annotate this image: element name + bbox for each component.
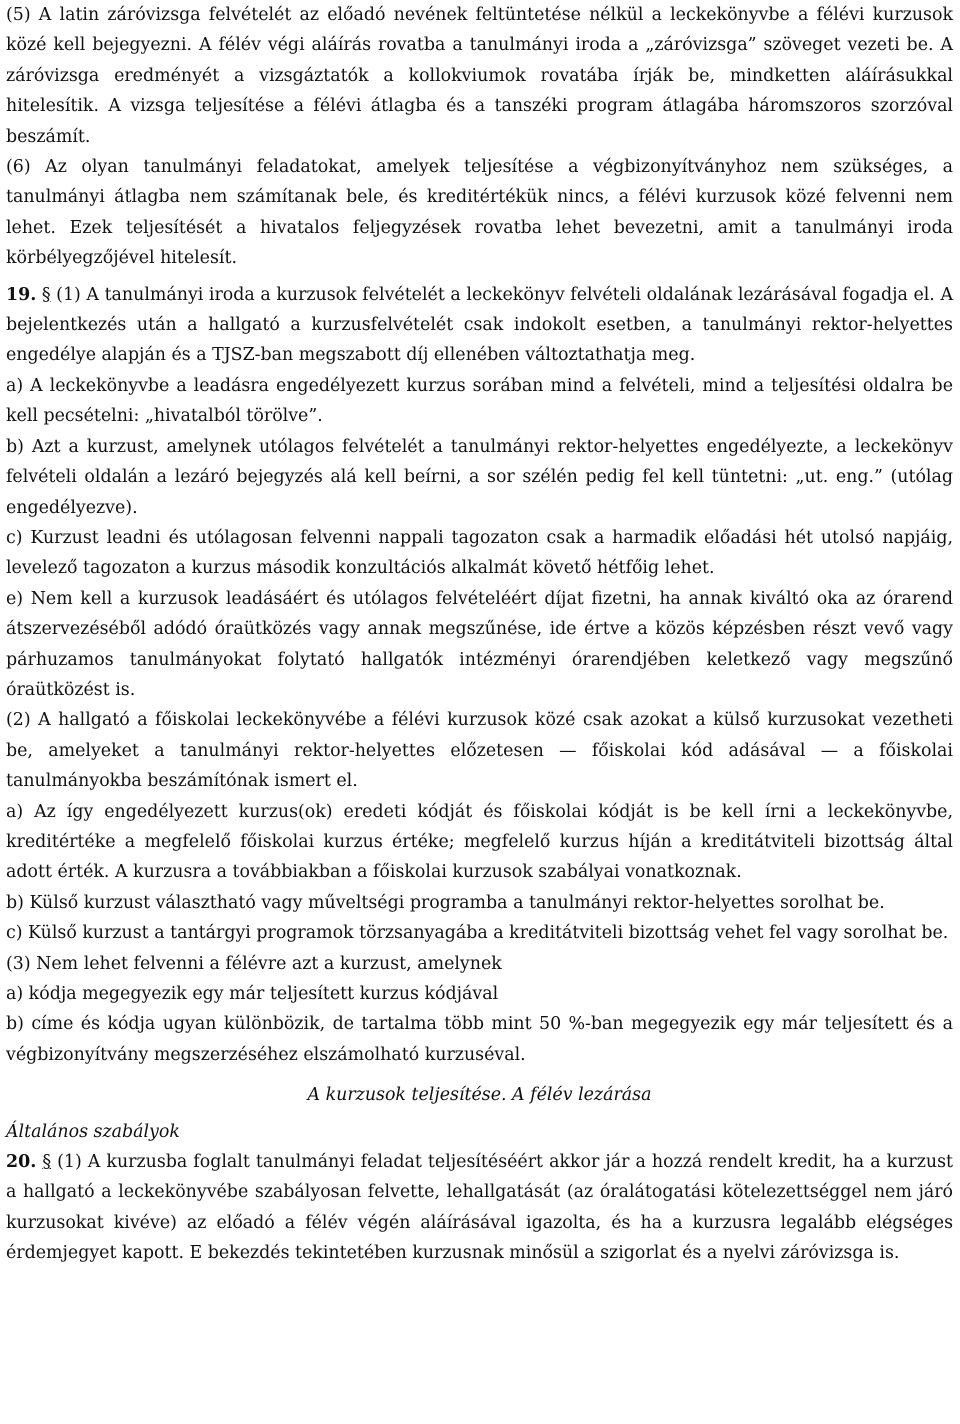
- section-19-number: 19.: [6, 284, 37, 305]
- section-20-symbol: §: [42, 1152, 52, 1173]
- section-20-number: 20.: [6, 1152, 37, 1173]
- section-19-paragraph-3: (3) Nem lehet felvenni a félévre azt a kurzust, amelynek: [6, 953, 502, 974]
- section-19-paragraph-1: [6, 280, 953, 371]
- section-19-item-a-2: a) Az így engedélyezett kurzus(ok) eredeti kódját és főiskolai kódját is be kell írni a leckekönyvbe, kreditértéke a megfelelő főiskolai kurzus értéke; megfelelő kurzus híján a kreditátviteli bizottság által adott érték. A kurzusra a továbbiakban a főiskolai kurzusok szabályai vonatkoznak.: [6, 801, 953, 883]
- section-20-text: (1) A kurzusba foglalt tanulmányi feladat teljesítéséért akkor jár a hozzá rendelt kredit, ha a kurzust a hallgató a leckekönyvébe szabályosan felvette, lehallgatását (az óralátogatási kötelezettséggel nem járó kurzusokat kivéve) az előadó a félév végén aláírásával igazolta, és ha a kurzusra legalább elégséges érdemjegyet kapott. E bekezdés tekintetében kurzusnak minősül a szigorlat és a nyelvi záróvizsga is.: [6, 1152, 953, 1264]
- section-19-item-e-1: e) Nem kell a kurzusok leadásáért és utólagos felvételéért díjat fizetni, ha annak kiváltó oka az órarend átszervezéséből adódó óraütközés vagy annak megszűnése, ide értve a közös képzésben részt vevő vagy párhuzamos tanulmányokat folytató hallgatók intézményi órarendjében keletkező vagy megszűnő óraütközést is.: [6, 588, 953, 700]
- paragraph-6: (6) Az olyan tanulmányi feladatokat, amelyek teljesítése a végbizonyítványhoz nem szükséges, a tanulmányi átlagba nem számítanak bele, és kreditértékük nincs, a félévi kurzusok közé felvenni nem lehet. Ezek teljesítését a hivatalos feljegyzések rovatba lehet bevezetni, amit a tanulmányi iroda körbélyegzőjével hitelesít.: [6, 157, 953, 269]
- section-19-item-b-3: b) címe és kódja ugyan különbözik, de tartalma több mint 50 %-ban megegyezik egy már teljesített és a végbizonyítvány megszerzéséhez elszámolható kurzuséval.: [6, 1014, 953, 1065]
- section-19-text: (1) A tanulmányi iroda a kurzusok felvételét a leckekönyv felvételi oldalának lezárásával fogadja el. A bejelentkezés után a hallgató a kurzusfelvételét csak indokolt esetben, a tanulmányi rektor-helyettes engedélye alapján és a TJSZ-ban megszabott díj ellenében változtathatja meg.: [6, 284, 953, 366]
- section-19-paragraph-2: (2) A hallgató a főiskolai leckekönyvébe a félévi kurzusok közé csak azokat a külső kurzusokat vezetheti be, amelyeket a tanulmányi rektor-helyettes előzetesen — főiskolai kód adásával — a főiskolai tanulmányokba beszámítónak ismert el.: [6, 710, 953, 792]
- section-19-item-c-1: c) Kurzust leadni és utólagosan felvenni nappali tagozaton csak a harmadik előadási hét utolsó napjáig, levelező tagozaton a kurzus második konzultációs alkalmát követő hétfőig lehet.: [6, 527, 953, 579]
- section-19-item-a-3: a) kódja megegyezik egy már teljesített kurzus kódjával: [6, 984, 499, 1004]
- paragraph-5: (5) A latin záróvizsga felvételét az előadó nevének feltüntetése nélkül a leckekönyvbe a félévi kurzusok közé kell bejegyezni. A félév végi aláírás rovatba a tanulmányi iroda a „záróvizsga” szöveget vezeti be. A záróvizsga eredményét a vizsgáztatók a kollokviumok rovatába írják be, mindketten aláírásukkal hitelesítik. A vizsga teljesítése a félévi átlagba és a tanszéki program átlagába háromszoros szorzóval beszámít.: [6, 5, 953, 147]
- section-19-item-c-2: c) Külső kurzust a tantárgyi programok törzsanyagába a kreditátviteli bizottság vehet fel vagy sorolhat be.: [6, 923, 949, 944]
- section-20-paragraph-1: [6, 1147, 953, 1269]
- sub-heading: Általános szabályok: [6, 1121, 180, 1142]
- section-19-item-b-2: b) Külső kurzust választható vagy műveltségi programba a tanulmányi rektor-helyettes sorolhat be.: [6, 892, 885, 913]
- section-19-item-a-1: a) A leckekönyvbe a leadásra engedélyezett kurzus sorában mind a felvételi, mind a teljesítési oldalra be kell pecsételni: „hivatalból törölve”.: [6, 375, 953, 427]
- section-19-item-b-1: b) Azt a kurzust, amelynek utólagos felvételét a tanulmányi rektor-helyettes engedélyezte, a leckekönyv felvételi oldalán a lezáró bejegyzés alá kell beírni, a sor szélén pedig fel kell tüntetni: „ut. eng.” (utólag engedélyezve).: [6, 436, 953, 518]
- chapter-heading: A kurzusok teljesítése. A félév lezárása: [307, 1085, 652, 1106]
- section-19-symbol: §: [41, 284, 51, 305]
